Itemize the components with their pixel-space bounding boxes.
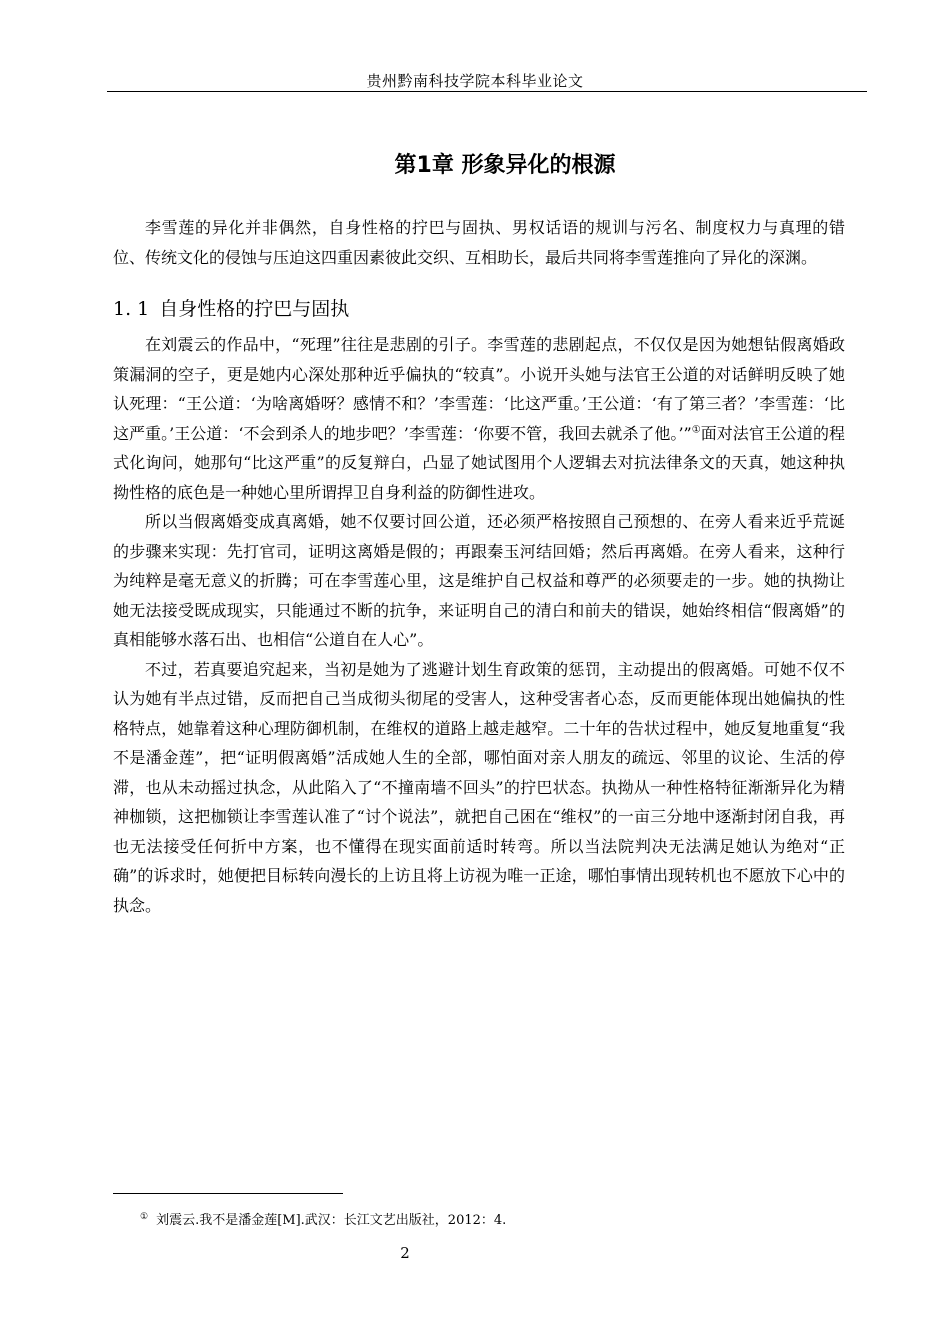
running-header: 贵州黔南科技学院本科毕业论文 bbox=[366, 72, 584, 90]
paragraph-1-part-b: 面对法官王公道的程式化询问，她那句“比这严重”的反复辩白，凸显了她试图用个人逻辑去对抗法律条文的天真，她这种执拗性格的底色是一种她心里所谓捍卫自身利益的防御性进攻。 bbox=[113, 423, 845, 502]
header-divider bbox=[107, 91, 867, 92]
paragraph-1 bbox=[113, 330, 845, 507]
footnote-reference[interactable]: ① bbox=[691, 424, 701, 436]
footnote-divider bbox=[113, 1193, 343, 1194]
footnote-text: 刘震云.我不是潘金莲[M].武汉：长江文艺出版社，2012：4. bbox=[156, 1213, 507, 1228]
section-title: 自身性格的拧巴与固执 bbox=[159, 298, 350, 320]
page-number: 2 bbox=[400, 1244, 410, 1262]
section-number: 1. 1 bbox=[113, 298, 150, 320]
footnote-mark: ① bbox=[140, 1211, 149, 1222]
footnote bbox=[140, 1209, 506, 1228]
paragraph-2: 所以当假离婚变成真离婚，她不仅要讨回公道，还必须严格按照自己预想的、在旁人看来近乎荒诞的步骤来实现：先打官司，证明这离婚是假的；再跟秦玉河结回婚；然后再离婚。在旁人看来，这种行为纯粹是毫无意义的折腾；可在李雪莲心里，这是维护自己权益和尊严的必须要走的一步。她的执拗让她无法接受既成现实，只能通过不断的抗争，来证明自己的清白和前夫的错误，她始终相信“假离婚”的真相能够水落石出、也相信“公道自在人心”。 bbox=[113, 512, 845, 649]
chapter-title: 第1章 形象异化的根源 bbox=[394, 153, 616, 178]
body-text bbox=[113, 213, 845, 920]
section-heading bbox=[113, 294, 845, 324]
paragraph-1-part-a: 在刘震云的作品中，“死理”往往是悲剧的引子。李雪莲的悲剧起点，不仅仅是因为她想钻假离婚政策漏洞的空子，更是她内心深处那种近乎偏执的“较真”。小说开头她与法官王公道的对话鲜明反映了她认死理：“王公道：‘为啥离婚呀？感情不和？’李雪莲：‘比这严重。’王公道：‘有了第三者？’李雪莲：‘比这严重。’王公道：‘不会到杀人的地步吧？’李雪莲：‘你要不管，我回去就杀了他。’” bbox=[113, 335, 845, 443]
paragraph-3: 不过，若真要追究起来，当初是她为了逃避计划生育政策的惩罚，主动提出的假离婚。可她不仅不认为她有半点过错，反而把自己当成彻头彻尾的受害人，这种受害者心态，反而更能体现出她偏执的性格特点，她靠着这种心理防御机制，在维权的道路上越走越窄。二十年的告状过程中，她反复地重复“我不是潘金莲”，把“证明假离婚”活成她人生的全部，哪怕面对亲人朋友的疏远、邻里的议论、生活的停滞，也从未动摇过执念，从此陷入了“不撞南墙不回头”的拧巴状态。执拗从一种性格特征渐渐异化为精神枷锁，这把枷锁让李雪莲认准了“讨个说法”，就把自己困在“维权”的一亩三分地中逐渐封闭自我，再也无法接受任何折中方案，也不懂得在现实面前适时转弯。所以当法院判决无法满足她认为绝对“正确”的诉求时，她便把目标转向漫长的上访且将上访视为唯一正途，哪怕事情出现转机也不愿放下心中的执念。 bbox=[113, 659, 845, 915]
intro-paragraph: 李雪莲的异化并非偶然，自身性格的拧巴与固执、男权话语的规训与污名、制度权力与真理的错位、传统文化的侵蚀与压迫这四重因素彼此交织、互相助长，最后共同将李雪莲推向了异化的深渊。 bbox=[113, 218, 845, 267]
